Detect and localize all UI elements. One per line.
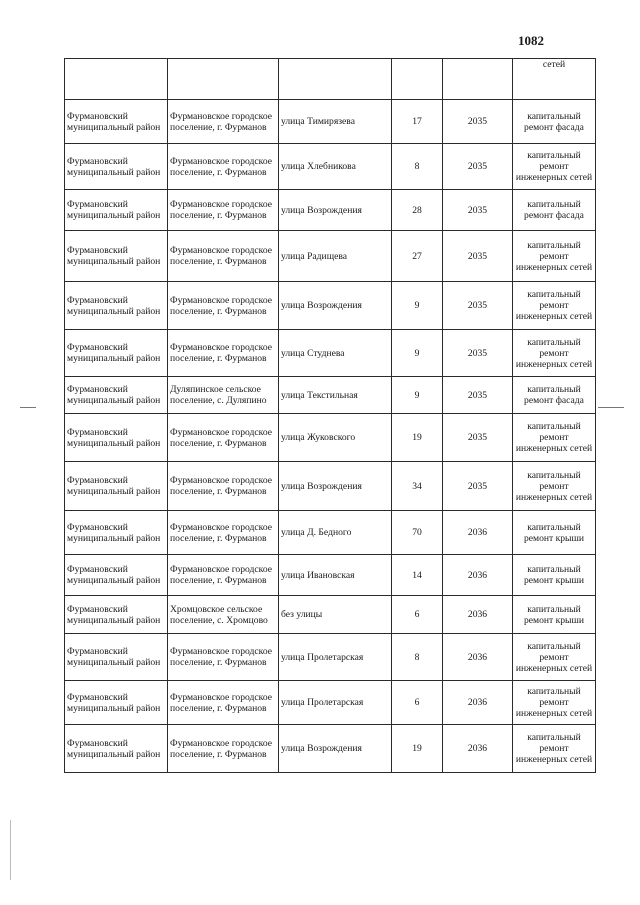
cell-street: улица Возрождения bbox=[279, 282, 392, 330]
table-row bbox=[65, 190, 596, 231]
cell-year: 2035 bbox=[443, 100, 513, 144]
scan-mark-right bbox=[598, 407, 624, 408]
table-row bbox=[65, 144, 596, 190]
cell-street: улица Пролетарская bbox=[279, 634, 392, 681]
cell-work-type: капитальный ремонт инженерных сетей bbox=[513, 282, 596, 330]
cell-street: улица Жуковского bbox=[279, 414, 392, 462]
table-row bbox=[65, 100, 596, 144]
cell-street: улица Возрождения bbox=[279, 462, 392, 511]
cell-house-number: 9 bbox=[392, 377, 443, 414]
cell-district: Фурмановский муниципальный район bbox=[65, 511, 168, 555]
table-row bbox=[65, 681, 596, 725]
cell-house-number: 28 bbox=[392, 190, 443, 231]
cell-street: улица Возрождения bbox=[279, 725, 392, 773]
cell-settlement: Фурмановское городское поселение, г. Фурманов bbox=[168, 144, 279, 190]
cell-work-type: капитальный ремонт фасада bbox=[513, 100, 596, 144]
cell-year: 2035 bbox=[443, 330, 513, 377]
cell-settlement: Фурмановское городское поселение, г. Фурманов bbox=[168, 555, 279, 596]
cell-street: улица Возрождения bbox=[279, 190, 392, 231]
cell-year: 2036 bbox=[443, 555, 513, 596]
cell-settlement: Дуляпинское сельское поселение, с. Дуляпино bbox=[168, 377, 279, 414]
cell-year: 2036 bbox=[443, 681, 513, 725]
cell-year: 2035 bbox=[443, 282, 513, 330]
cell-street: без улицы bbox=[279, 596, 392, 634]
cell-street: улица Радищева bbox=[279, 231, 392, 282]
cell-work-type: капитальный ремонт крыши bbox=[513, 596, 596, 634]
cell-settlement: Фурмановское городское поселение, г. Фурманов bbox=[168, 511, 279, 555]
cell-house-number: 8 bbox=[392, 634, 443, 681]
table-body bbox=[65, 59, 596, 773]
cell-year bbox=[443, 59, 513, 100]
cell-district bbox=[65, 59, 168, 100]
cell-settlement: Фурмановское городское поселение, г. Фурманов bbox=[168, 725, 279, 773]
cell-settlement: Фурмановское городское поселение, г. Фурманов bbox=[168, 330, 279, 377]
cell-work-type: капитальный ремонт инженерных сетей bbox=[513, 330, 596, 377]
cell-year: 2035 bbox=[443, 414, 513, 462]
table-row bbox=[65, 231, 596, 282]
cell-house-number: 14 bbox=[392, 555, 443, 596]
table-row-continued bbox=[65, 59, 596, 100]
cell-year: 2036 bbox=[443, 725, 513, 773]
cell-settlement: Фурмановское городское поселение, г. Фурманов bbox=[168, 282, 279, 330]
cell-house-number: 6 bbox=[392, 596, 443, 634]
cell-settlement: Фурмановское городское поселение, г. Фурманов bbox=[168, 190, 279, 231]
cell-house-number: 8 bbox=[392, 144, 443, 190]
table-row bbox=[65, 511, 596, 555]
scan-mark-left bbox=[20, 407, 36, 408]
cell-street: улица Текстильная bbox=[279, 377, 392, 414]
cell-street: улица Студнева bbox=[279, 330, 392, 377]
table-row bbox=[65, 330, 596, 377]
table-row bbox=[65, 555, 596, 596]
scan-edge bbox=[10, 820, 11, 880]
cell-work-type: капитальный ремонт инженерных сетей bbox=[513, 414, 596, 462]
table-row bbox=[65, 377, 596, 414]
cell-district: Фурмановский муниципальный район bbox=[65, 231, 168, 282]
cell-district: Фурмановский муниципальный район bbox=[65, 330, 168, 377]
cell-street: улица Хлебникова bbox=[279, 144, 392, 190]
cell-year: 2035 bbox=[443, 377, 513, 414]
cell-settlement bbox=[168, 59, 279, 100]
building-repair-table bbox=[64, 58, 596, 773]
cell-year: 2035 bbox=[443, 144, 513, 190]
cell-year: 2036 bbox=[443, 634, 513, 681]
cell-street bbox=[279, 59, 392, 100]
cell-street: улица Тимирязева bbox=[279, 100, 392, 144]
cell-district: Фурмановский муниципальный район bbox=[65, 462, 168, 511]
table-row bbox=[65, 596, 596, 634]
cell-settlement: Фурмановское городское поселение, г. Фурманов bbox=[168, 231, 279, 282]
cell-year: 2036 bbox=[443, 596, 513, 634]
cell-work-type: капитальный ремонт инженерных сетей bbox=[513, 634, 596, 681]
cell-settlement: Фурмановское городское поселение, г. Фурманов bbox=[168, 100, 279, 144]
cell-year: 2035 bbox=[443, 231, 513, 282]
cell-settlement: Хромцовское сельское поселение, с. Хромцово bbox=[168, 596, 279, 634]
table-row bbox=[65, 414, 596, 462]
cell-settlement: Фурмановское городское поселение, г. Фурманов bbox=[168, 462, 279, 511]
cell-settlement: Фурмановское городское поселение, г. Фурманов bbox=[168, 681, 279, 725]
cell-work-type: капитальный ремонт фасада bbox=[513, 377, 596, 414]
cell-house-number: 6 bbox=[392, 681, 443, 725]
cell-settlement: Фурмановское городское поселение, г. Фурманов bbox=[168, 634, 279, 681]
cell-district: Фурмановский муниципальный район bbox=[65, 190, 168, 231]
table-row bbox=[65, 282, 596, 330]
cell-house-number: 27 bbox=[392, 231, 443, 282]
cell-house-number: 9 bbox=[392, 330, 443, 377]
cell-district: Фурмановский муниципальный район bbox=[65, 725, 168, 773]
cell-work-type: сетей bbox=[513, 59, 596, 100]
cell-year: 2035 bbox=[443, 462, 513, 511]
cell-house-number bbox=[392, 59, 443, 100]
cell-work-type: капитальный ремонт инженерных сетей bbox=[513, 144, 596, 190]
cell-year: 2035 bbox=[443, 190, 513, 231]
cell-district: Фурмановский муниципальный район bbox=[65, 555, 168, 596]
cell-work-type: капитальный ремонт крыши bbox=[513, 511, 596, 555]
cell-work-type: капитальный ремонт крыши bbox=[513, 555, 596, 596]
cell-district: Фурмановский муниципальный район bbox=[65, 634, 168, 681]
cell-house-number: 19 bbox=[392, 725, 443, 773]
cell-street: улица Ивановская bbox=[279, 555, 392, 596]
cell-work-type: капитальный ремонт инженерных сетей bbox=[513, 231, 596, 282]
table-row bbox=[65, 462, 596, 511]
cell-street: улица Пролетарская bbox=[279, 681, 392, 725]
cell-work-type: капитальный ремонт инженерных сетей bbox=[513, 725, 596, 773]
cell-district: Фурмановский муниципальный район bbox=[65, 144, 168, 190]
cell-district: Фурмановский муниципальный район bbox=[65, 377, 168, 414]
cell-district: Фурмановский муниципальный район bbox=[65, 100, 168, 144]
cell-house-number: 70 bbox=[392, 511, 443, 555]
cell-work-type: капитальный ремонт инженерных сетей bbox=[513, 462, 596, 511]
table-row bbox=[65, 634, 596, 681]
cell-work-type: капитальный ремонт инженерных сетей bbox=[513, 681, 596, 725]
cell-district: Фурмановский муниципальный район bbox=[65, 282, 168, 330]
cell-district: Фурмановский муниципальный район bbox=[65, 596, 168, 634]
page-number: 1082 bbox=[518, 33, 544, 48]
table-row bbox=[65, 725, 596, 773]
cell-district: Фурмановский муниципальный район bbox=[65, 681, 168, 725]
cell-house-number: 19 bbox=[392, 414, 443, 462]
cell-house-number: 9 bbox=[392, 282, 443, 330]
cell-year: 2036 bbox=[443, 511, 513, 555]
cell-settlement: Фурмановское городское поселение, г. Фурманов bbox=[168, 414, 279, 462]
cell-house-number: 34 bbox=[392, 462, 443, 511]
cell-street: улица Д. Бедного bbox=[279, 511, 392, 555]
cell-house-number: 17 bbox=[392, 100, 443, 144]
cell-work-type: капитальный ремонт фасада bbox=[513, 190, 596, 231]
cell-district: Фурмановский муниципальный район bbox=[65, 414, 168, 462]
